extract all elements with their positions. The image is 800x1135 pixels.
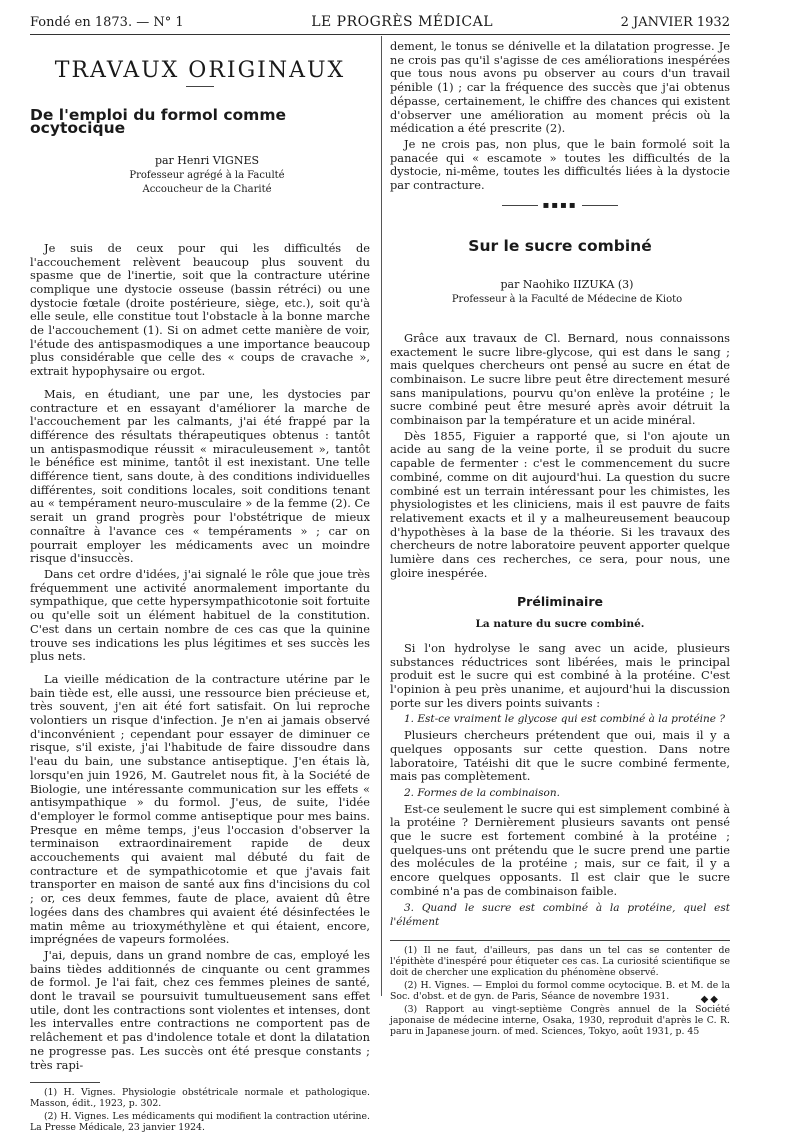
section-ornament: ▪▪▪▪ — [390, 199, 730, 213]
question-2: 2. Formes de la combinaison. — [404, 786, 560, 799]
column-divider — [381, 36, 382, 996]
section-rule — [186, 86, 214, 87]
body-paragraph: Si l'on hydrolyse le sang avec un acide, plusieurs substances réductrices sont libérées, mais le principal produit est le sucre qui est combiné à la protéine. C'est l'opinion à peu près unanime, et aujourd'hui la discussion porte sur les divers points suivants : — [390, 640, 730, 710]
continued-paragraph: Je ne crois pas, non plus, que le bain formolé soit la panacée qui « escamote » toutes les difficultés de la dystocie, ni-même, toutes les difficultés liées à la dystocie par contracture. — [390, 136, 730, 193]
question-1: 1. Est-ce vraiment le glycose qui est combiné à la protéine ? — [404, 713, 725, 726]
question-3: 3. Quand le sucre est combiné à la protéine, quel est l'élément — [390, 901, 730, 929]
article-title-2: Sur le sucre combiné — [468, 237, 652, 256]
footnote: (1) H. Vignes. Physiologie obstétricale normale et pathologique. Masson, édit., 1923, p. 302. — [30, 1087, 370, 1110]
footnote: (2) H. Vignes. — Emploi du formol comme ocytocique. B. et M. de la Soc. d'obst. et de gyn. de Paris, Séance de novembre 1931. — [390, 979, 730, 1002]
right-column — [390, 40, 730, 1039]
body-paragraph: Dès 1855, Figuier a rapporté que, si l'on ajoute un acide au sang de la veine porte, il se produit du sucre capable de fermenter : c'est le commencement du sucre combiné, comme on dit aujourd'hui. La question du sucre combiné est un terrain intéressant pour les chimistes, les physiologistes et les cliniciens, mais il est pauvre de faits relativement exacts et il y a malheureusement beaucoup d'hypothèses à la base de la théorie. Si les travaux des chercheurs de notre laboratoire peuvent apporter quelque lumière dans ces recherches, ce sera, pour nous, une gloire inespérée. — [390, 428, 730, 580]
running-header — [30, 12, 730, 32]
author-affiliation-1: Professeur agrégé à la Faculté — [129, 169, 285, 181]
body-paragraph: Je suis de ceux pour qui les difficultés de l'accouchement relèvent beaucoup plus souvent du spasme que de l'inertie, soit que la contracture utérine complique une dystocie osseuse (bassin rétréci) ou une dystocie fœtale (droite postérieure, siège, etc.), soit qu'à elle seule, elle constitue tout l'obstacle à la bonne marche de l'accouchement (1). Si on admet cette manière de voir, l'étude des antispasmodiques a une importance beaucoup plus considérable que celle des « coups de cravache », extrait hypophysaire ou ergot. — [30, 240, 370, 379]
end-mark: ◆◆ — [700, 994, 720, 1005]
body-paragraph: Plusieurs chercheurs prétendent que oui, mais il y a quelques opposants sur cette question. Dans notre laboratoire, Tatéishi dit que le sucre combiné fermente, mais pas complètement. — [390, 728, 730, 784]
journal-title: LE PROGRÈS MÉDICAL — [311, 14, 494, 30]
body-paragraph: La vieille médication de la contracture utérine par le bain tiède est, elle aussi, une ressource bien précieuse et, très souvent, j'en ait été fort satisfait. On lui reproche volontiers un risque d'infection. Je n'en ai jamais observé d'inconvénient ; cependant pour essayer de diminuer ce risque, s'il existe, j'ai l'habitude de faire dissoudre dans l'eau du bain, une substance antiseptique. J'en étais là, lorsqu'en juin 1926, M. Gautrelet nous fit, à la Société de Biologie, une intéressante communication sur les effets « antisympathique » du formol. J'eus, de suite, l'idée d'employer le formol comme antiseptique pour mes bains. Presque en même temps, j'eus l'occasion d'observer la terminaison extraordinairement rapide de deux accouchements qui avaient mal débuté du fait de contracture et de sympathicotomie et que j'avais fait transporter en maison de santé aux fins d'incisions du col ; or, ces deux femmes, faute de place, avaient dû être logées dans des chambres qui avaient été désinfectées le matin même au trioxyméthylène et qui étaient, encore, imprégnées de vapeurs formolées. — [30, 671, 370, 947]
body-paragraph: Dans cet ordre d'idées, j'ai signalé le rôle que joue très fréquemment une activité anormalement importante du sympathique, que cette hypersympathicotonie soit fortuite ou qu'elle soit un élément habituel de la constitution. C'est dans un certain nombre de ces cas que la quinine trouve ses indications les plus légitimes et ses succès les plus nets. — [30, 566, 370, 664]
author-affiliation-3: Professeur à la Faculté de Médecine de Kioto — [451, 293, 683, 305]
footnote: (2) H. Vignes. Les médicaments qui modifient la contraction utérine. La Presse Médicale, 23 janvier 1924. — [30, 1111, 370, 1134]
article-byline: par Henri VIGNES — [154, 154, 260, 168]
article-title: De l'emploi du formol comme ocytocique — [30, 105, 286, 138]
footnote-rule — [390, 940, 730, 941]
header-rule — [30, 34, 730, 35]
subheading-preliminaire: Préliminaire — [517, 593, 603, 609]
header-founded: Fondé en 1873. — N° 1 — [30, 14, 184, 30]
subheading-nature: La nature du sucre combiné. — [475, 618, 645, 631]
body-paragraph: J'ai, depuis, dans un grand nombre de cas, employé les bains tièdes additionnés de cinquante ou cent grammes de formol. Je l'ai fait, chez ces femmes pleines de santé, dont le travail se poursuivit tumultueusement sans effet utile, dont les contractions sont violentes et intenses, dont les intervalles entre contractions ne comportent pas de relâchement et pas d'indolence totale et dont la dilatation ne progresse pas. Les succès ont été presque constants ; très rapi- — [30, 947, 370, 1072]
footnote-rule — [30, 1082, 100, 1083]
article-byline-2: par Naohiko IIZUKA (3) — [500, 278, 634, 292]
body-paragraph: Mais, en étudiant, une par une, les dystocies par contracture et en essayant d'améliorer la marche de l'accouchement par les calmants, j'ai été frappé par la différence des résultats thérapeutiques obtenus : tantôt un antispasmodique réussit « miraculeusement », tantôt le bénéfice est minime, tantôt il est inexistant. Une telle différence tient, sans doute, à des conditions individuelles différentes, soit conditions locales, soit conditions tenant au « tempérament neuro-musculaire » de la femme (2). Ce serait un grand progrès pour l'obstétrique de mieux connaître à l'avance ces « tempéraments » ; car on pourrait employer les médicaments avec un moindre risque d'insuccès. — [30, 386, 370, 566]
body-paragraph: Est-ce seulement le sucre qui est simplement combiné à la protéine ? Dernièrement plusieurs savants ont pensé que le sucre est fortement combiné à la protéine ; quelques-uns ont prétendu que le sucre prend une partie des molécules de la protéine ; mais, sur ce fait, il y a encore quelques opposants. Il est clair que le sucre combiné n'a pas de combinaison faible. — [390, 801, 730, 898]
footnote: (1) Il ne faut, d'ailleurs, pas dans un tel cas se contenter de l'épithète d'inespéré pour étiqueter ces cas. La curiosité scientifique se doit de chercher une explication du phénomène observé. — [390, 944, 730, 978]
left-column — [30, 40, 370, 1135]
body-paragraph: Grâce aux travaux de Cl. Bernard, nous connaissons exactement le sucre libre-glycose, qui est dans le sang ; mais quelques chercheurs ont pensé au sucre en état de combinaison. Le sucre libre peut être directement mesuré sans manipulations, pourvu qu'on enlève la protéine ; le sucre combiné peut être mesuré après avoir détruit la combinaison par la température et un acide minéral. — [390, 330, 730, 428]
continued-paragraph: dement, le tonus se dénivelle et la dilatation progresse. Je ne crois pas qu'il s'agisse de ces améliorations inespérées que tous nous avons pu observer au cours d'un travail pénible (1) ; car la fréquence des succès que j'ai obtenus dépasse, certainement, le chiffre des chances qui existent d'observer une amélioration au moment précis où la médication a été prescrite (2). — [390, 39, 730, 136]
section-title: TRAVAUX ORIGINAUX — [54, 58, 346, 83]
header-date: 2 JANVIER 1932 — [620, 14, 730, 30]
footnote: (3) Rapport au vingt-septième Congrès annuel de la Société japonaise de médecine interne, Osaka, 1930, reproduit d'après le C. R. paru in Japanese journ. of med. Sciences, Tokyo, août 1931, p. 45 — [390, 1003, 730, 1037]
author-affiliation-2: Accoucheur de la Charité — [142, 183, 272, 195]
